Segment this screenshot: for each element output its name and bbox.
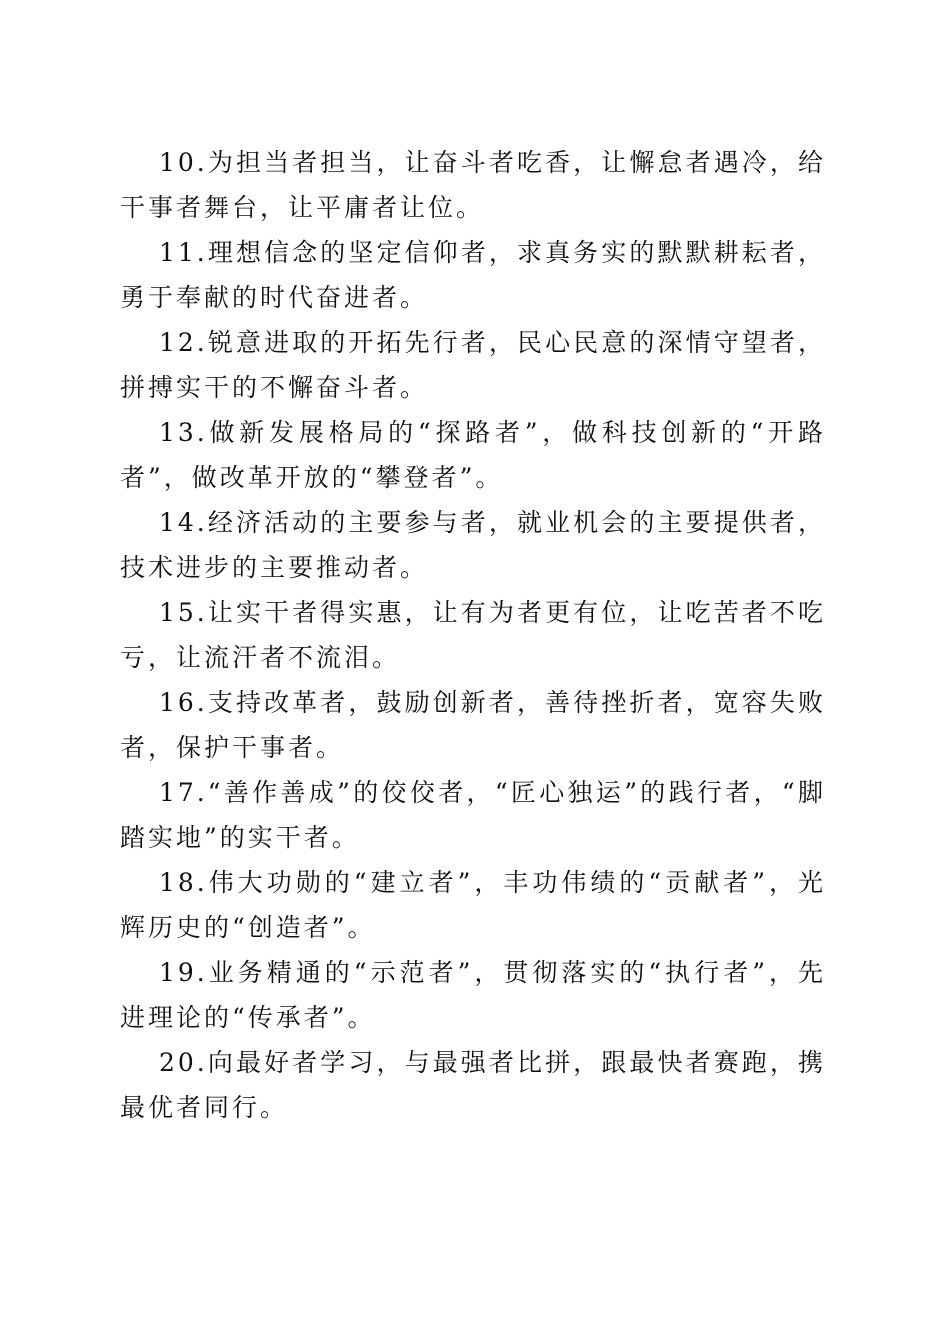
paragraph-13: 13.做新发展格局的“探路者”，做科技创新的“开路者”，做改革开放的“攀登者”。 (120, 418, 826, 492)
paragraph-16: 16.支持改革者，鼓励创新者，善待挫折者，宽容失败者，保护干事者。 (120, 688, 826, 762)
paragraph-19: 19.业务精通的“示范者”，贯彻落实的“执行者”，先进理论的“传承者”。 (120, 958, 826, 1032)
paragraph-11: 11.理想信念的坚定信仰者，求真务实的默默耕耘者，勇于奉献的时代奋进者。 (120, 238, 826, 312)
paragraph-18: 18.伟大功勋的“建立者”，丰功伟绩的“贡献者”，光辉历史的“创造者”。 (120, 868, 826, 942)
paragraph-12: 12.锐意进取的开拓先行者，民心民意的深情守望者，拼搏实干的不懈奋斗者。 (120, 328, 826, 402)
document-body (120, 140, 826, 1130)
paragraph-10: 10.为担当者担当，让奋斗者吃香，让懈怠者遇冷，给干事者舞台，让平庸者让位。 (120, 148, 826, 222)
paragraph-20: 20.向最好者学习，与最强者比拼，跟最快者赛跑，携最优者同行。 (120, 1048, 826, 1122)
paragraph-14: 14.经济活动的主要参与者，就业机会的主要提供者，技术进步的主要推动者。 (120, 508, 826, 582)
paragraph-15: 15.让实干者得实惠，让有为者更有位，让吃苦者不吃亏，让流汗者不流泪。 (120, 598, 826, 672)
paragraph-17: 17.“善作善成”的佼佼者，“匠心独运”的践行者，“脚踏实地”的实干者。 (120, 778, 826, 852)
